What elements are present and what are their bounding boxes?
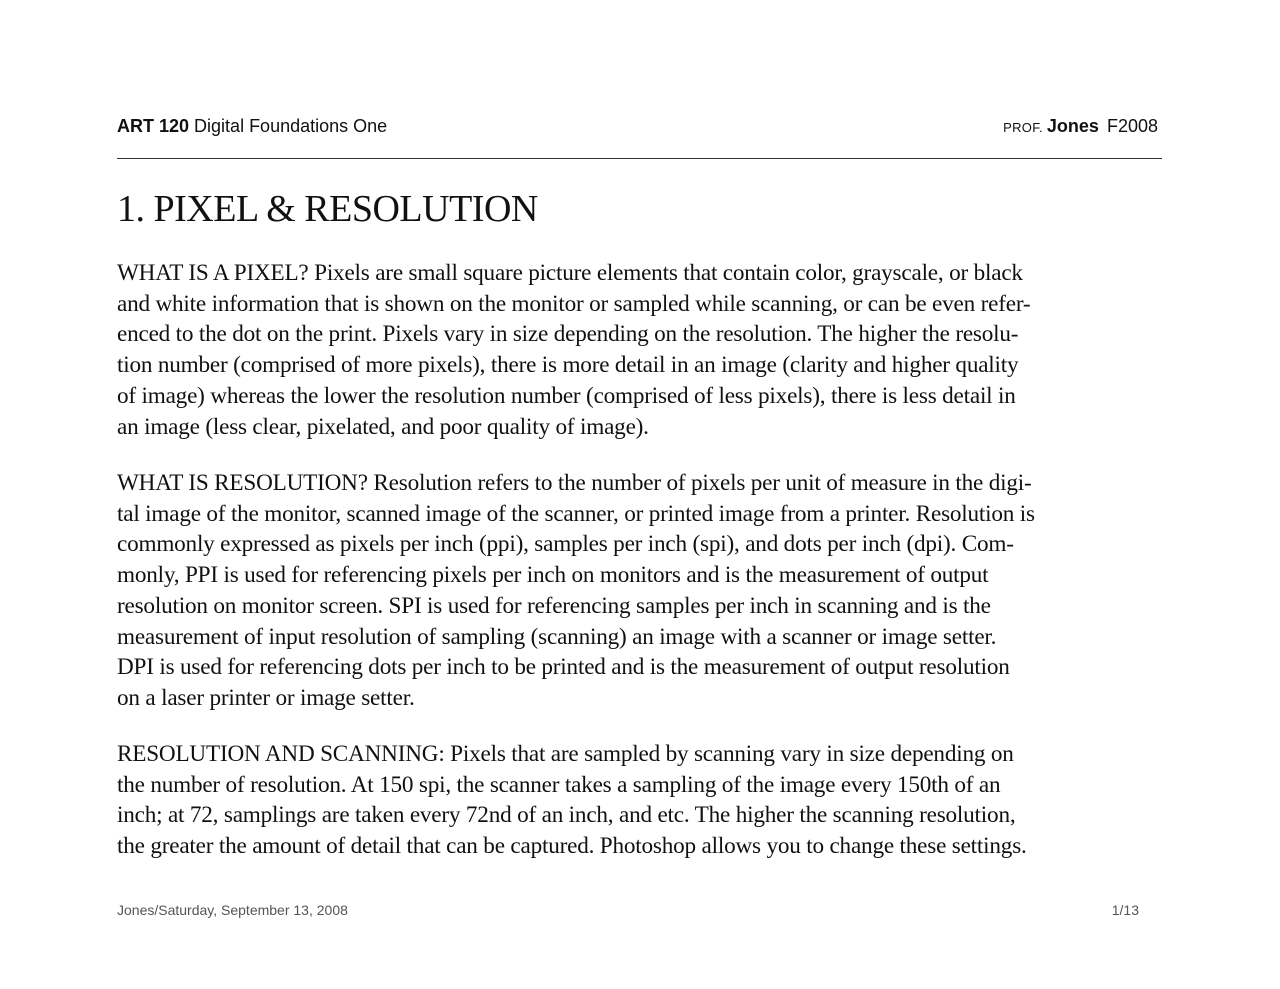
page-footer [117,902,1139,922]
paragraph-line: WHAT IS A PIXEL? Pixels are small square picture elements that contain color, grayscale, or black [117,260,1023,286]
course-code: ART 120 [117,116,190,136]
paragraph-line: enced to the dot on the print. Pixels vary in size depending on the resolution. The higher the resolu- [117,321,1019,348]
page-number: 1/13 [1111,902,1139,918]
paragraph-line: tal image of the monitor, scanned image of the scanner, or printed image from a printer. Resolution is [117,500,1035,527]
paragraph-resolution [117,468,1163,714]
prof-name: Jones [1046,116,1099,136]
header-divider [117,158,1162,159]
page-header [117,116,1161,140]
paragraph-line: DPI is used for referencing dots per inch to be printed and is the measurement of output resolution [117,654,1010,681]
course-info [117,116,387,137]
course-title: Digital Foundations One [194,116,388,136]
paragraph-line: RESOLUTION AND SCANNING: Pixels that are sampled by scanning vary in size depending on [117,741,1014,767]
paragraph-line: tion number (comprised of more pixels), there is more detail in an image (clarity and higher quality [117,352,1019,379]
paragraph-line: commonly expressed as pixels per inch (ppi), samples per inch (spi), and dots per inch (dpi). Com- [117,531,1014,558]
paragraph-line: inch; at 72, samplings are taken every 72nd of an inch, and etc. The higher the scanning resolution, [117,802,1016,829]
paragraph-line: resolution on monitor screen. SPI is used for referencing samples per inch in scanning and is the [117,592,991,619]
paragraph-line: WHAT IS RESOLUTION? Resolution refers to the number of pixels per unit of measure in the digi- [117,470,1032,496]
paragraph-line: the number of resolution. At 150 spi, the scanner takes a sampling of the image every 150th of an [117,771,1001,798]
instructor-info [1003,116,1158,137]
paragraph-line: an image (less clear, pixelated, and poor quality of image). [117,413,649,440]
prof-label: PROF. [1003,120,1043,135]
paragraph-pixel [117,258,1163,442]
footer-author-date: Jones/Saturday, September 13, 2008 [117,902,348,918]
term: F2008 [1106,116,1158,136]
paragraph-line: of image) whereas the lower the resolution number (comprised of less pixels), there is less detail in [117,382,1016,409]
paragraph-line: on a laser printer or image setter. [117,684,415,711]
paragraph-line: measurement of input resolution of sampling (scanning) an image with a scanner or image setter. [117,623,997,650]
paragraph-line: monly, PPI is used for referencing pixels per inch on monitors and is the measurement of output [117,562,989,589]
paragraph-line: and white information that is shown on the monitor or sampled while scanning, or can be even refer- [117,290,1031,317]
paragraph-scanning [117,739,1163,862]
paragraph-line: the greater the amount of detail that can be captured. Photoshop allows you to change these settings. [117,833,1027,860]
page-title: 1. PIXEL & RESOLUTION [117,188,538,230]
